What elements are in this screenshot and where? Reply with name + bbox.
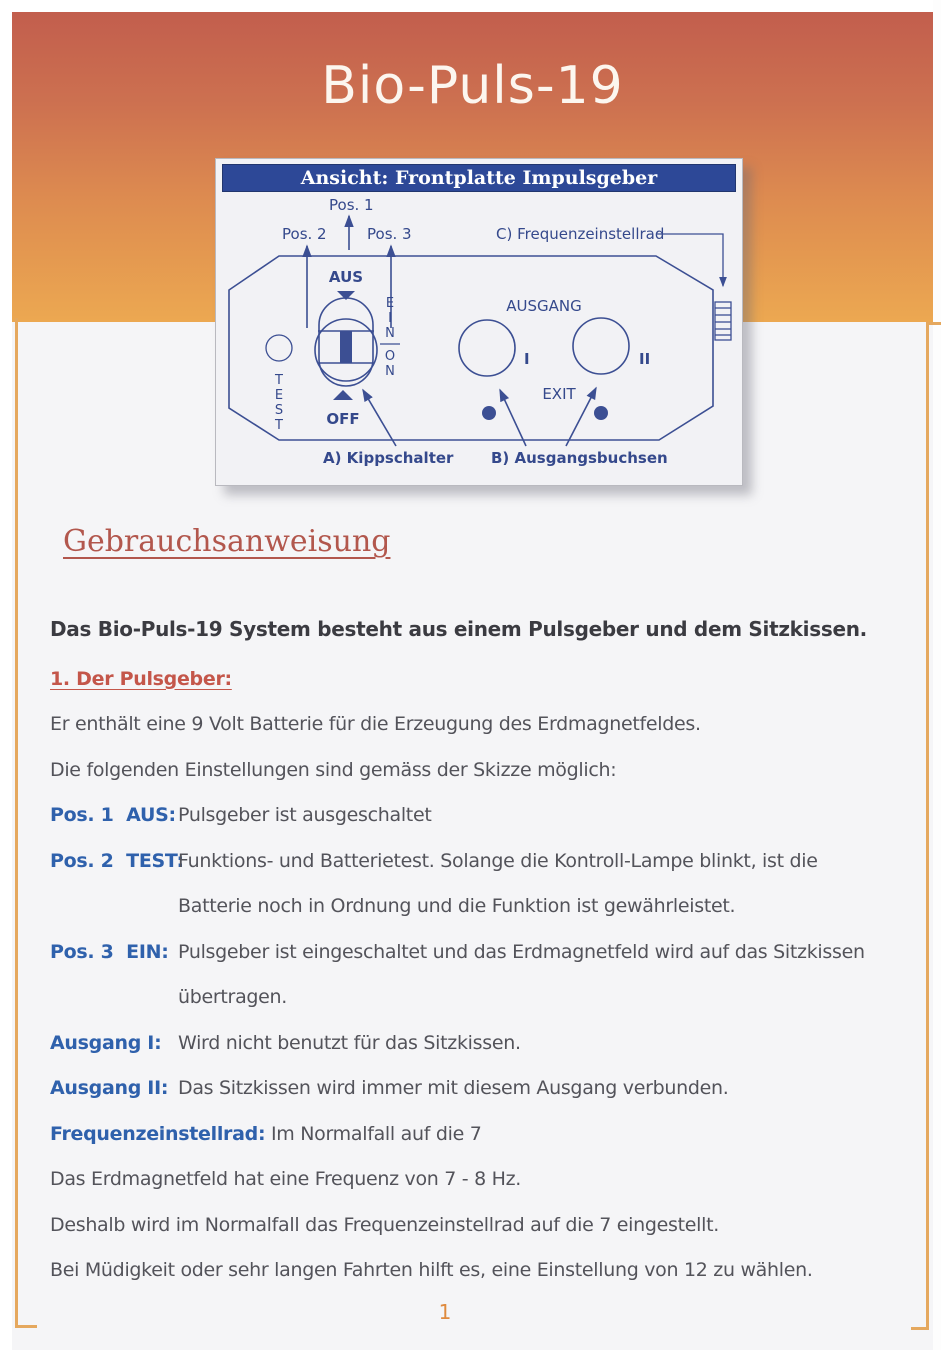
setting-text: Pulsgeber ist ausgeschaltet — [178, 804, 432, 826]
output-jack-2 — [573, 318, 629, 374]
jack2-numeral: II — [639, 350, 651, 368]
ausgang-label: AUSGANG — [506, 297, 582, 315]
setting-label: Pos. 1 AUS: — [50, 804, 176, 826]
diagram-title: Ansicht: Frontplatte Impulsgeber — [222, 164, 736, 192]
jack2-dot-icon — [594, 406, 608, 420]
setting-row-ausgang2 — [50, 1066, 883, 1112]
battery-paragraph: Er enthält eine 9 Volt Batterie für die Erzeugung des Erdmagnetfeldes. — [50, 713, 701, 735]
svg-text:E: E — [274, 388, 284, 403]
test-label — [274, 373, 283, 433]
frontplate-diagram — [222, 194, 736, 480]
svg-text:N: N — [385, 364, 395, 379]
frequency-paragraph-1: Das Erdmagnetfeld hat eine Frequenz von 7 - 8 Hz. — [50, 1168, 521, 1190]
jack1-numeral: I — [524, 350, 530, 368]
setting-row-pos2 — [50, 839, 883, 930]
setting-text: Wird nicht benutzt für das Sitzkissen. — [178, 1031, 521, 1054]
setting-label: Pos. 3 EIN: — [50, 940, 169, 963]
subsection-heading: 1. Der Pulsgeber: — [50, 667, 232, 690]
frequency-row — [50, 1112, 883, 1158]
frequency-paragraph-2: Deshalb wird im Normalfall das Frequenzeinstellrad auf die 7 eingestellt. — [50, 1213, 719, 1236]
frontplate-diagram-panel — [215, 158, 743, 486]
setting-text: Funktions- und Batterietest. Solange die Kontroll-Lampe blinkt, ist die Batterie noch in Ordnung und die Funktion ist gewährleistet. — [178, 849, 818, 917]
svg-text:T: T — [275, 418, 283, 433]
svg-text:O: O — [384, 349, 396, 364]
ausgangsbuchsen-arrow-1 — [500, 390, 526, 446]
frequency-dial-callout-arrow — [656, 234, 723, 286]
frequency-dial-label: C) Frequenzeinstellrad — [496, 225, 665, 243]
right-border-rule — [926, 322, 929, 1330]
aus-label: AUS — [328, 268, 364, 286]
device-outline — [229, 256, 713, 440]
svg-text:T: T — [275, 373, 283, 388]
exit-label: EXIT — [542, 385, 576, 403]
page-margin — [933, 0, 941, 1350]
setting-row-pos3 — [50, 930, 883, 1021]
pos1-label: Pos. 1 — [329, 196, 374, 214]
page-number: 1 — [438, 1300, 452, 1324]
ein-on-label — [380, 296, 400, 379]
off-label: OFF — [326, 410, 360, 428]
output-jack-1 — [459, 320, 515, 376]
ausgangsbuchsen-label: B) Ausgangsbuchsen — [491, 449, 668, 467]
section-heading: Gebrauchsanweisung — [63, 524, 391, 559]
right-border-bottom-corner — [911, 1327, 929, 1330]
pos2-label: Pos. 2 — [282, 225, 327, 243]
settings-paragraph: Die folgenden Einstellungen sind gemäss der Skizze möglich: — [50, 758, 617, 781]
svg-text:S: S — [274, 403, 284, 418]
page-title: Bio-Puls-19 — [321, 56, 624, 116]
svg-text:N: N — [385, 326, 395, 341]
kippschalter-arrow — [363, 390, 396, 446]
frequency-paragraph-3: Bei Müdigkeit oder sehr langen Fahrten hilft es, eine Einstellung von 12 zu wählen. — [50, 1259, 813, 1281]
intro-sentence: Das Bio-Puls-19 System besteht aus einem Pulsgeber und dem Sitzkissen. — [50, 617, 867, 641]
setting-text: Pulsgeber ist eingeschaltet und das Erdmagnetfeld wird auf das Sitzkissen übertragen. — [178, 940, 865, 1008]
off-triangle-icon — [333, 390, 353, 400]
jack1-dot-icon — [482, 406, 496, 420]
frequency-dial-icon — [715, 302, 731, 340]
body-text — [50, 607, 883, 1294]
setting-row-ausgang1 — [50, 1021, 883, 1067]
kippschalter-label: A) Kippschalter — [323, 449, 454, 467]
left-border-rule — [15, 318, 18, 1328]
setting-label: Pos. 2 TEST: — [50, 849, 184, 872]
setting-label: Ausgang I: — [50, 1031, 162, 1054]
setting-label: Ausgang II: — [50, 1077, 169, 1099]
frequency-text: Im Normalfall auf die 7 — [271, 1122, 482, 1145]
left-border-corner — [15, 1325, 37, 1328]
setting-row-pos1 — [50, 793, 883, 839]
frequency-label: Frequenzeinstellrad: — [50, 1122, 266, 1145]
right-border-top-corner — [926, 322, 941, 325]
pos3-label: Pos. 3 — [367, 225, 412, 243]
svg-text:E: E — [385, 296, 395, 311]
svg-text:I: I — [388, 311, 392, 326]
test-lamp — [266, 335, 292, 361]
toggle-switch — [315, 298, 377, 386]
setting-text: Das Sitzkissen wird immer mit diesem Ausgang verbunden. — [178, 1077, 729, 1099]
